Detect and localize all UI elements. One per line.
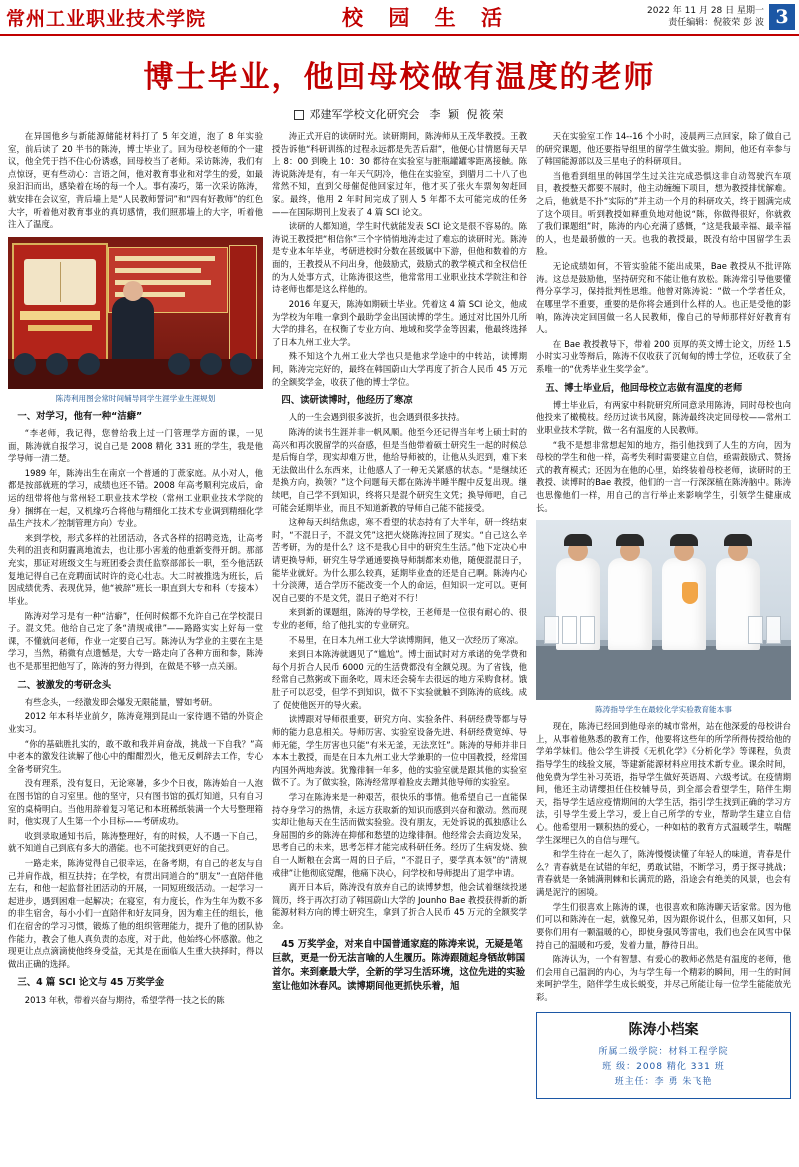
column-1: [8, 130, 263, 1099]
paragraph: 没有理系，没有复日，无论寒暑，多少个日夜，陈涛始自一人泡在图书馆的自习室里。他的坚守，只有图书馆的孤灯知道，只有自习室的桌椅明白。当他用辞着复习笔记和本班稀纸装满一个大号整理箱时，他实现了人生第一个小目标——考研成功。: [8, 778, 263, 827]
student-head: [200, 353, 222, 375]
lab-bench: [536, 646, 791, 700]
paragraph: 来到学校，形式多样的社团活动，各式各样的招聘竞选，让高考失利的沮丧和阴霾离地流去，也让那小害羞的他重新变得开朗。那部充实，那证对班级文生与班团委会责任监察部部长一职，至今他活跃复地记得自己在竞聘面试时许的竞心壮志。大二时被推选为班长，后因成绩优秀、表现优异，他“被辞”班长一职直到大专和科（专接本）毕业。: [8, 532, 263, 606]
photo-classroom: [8, 237, 263, 389]
subheading: 五、博士毕业后，他回母校立志做有温度的老师: [545, 382, 743, 394]
paragraph: 和学生待在一起久了，陈涛慢慢读懂了年轻人的味道，青春是什么？青春就是在试错的年纪，勇敢试错，不断学习，勇于探寻挑战；青春就是一条铺满荆棘和长满荒的路，沿途会有绝美的风景，也会有满是泥泞的困境。: [536, 849, 791, 898]
flask-icon: [682, 582, 698, 604]
student-head: [46, 353, 68, 375]
paragraph: 有些念头，一经激发即会爆发无限能量，譬如考研。: [24, 696, 218, 707]
byline-authors: 李 颖 倪筱荣: [429, 108, 506, 121]
paragraph: 学习在陈涛来是一种艰苦，很快乐的事情。他希望自己一直能保持夺身学习的热情，永远方获取新的知识而感到兴奋和激动。然而现实却让他每天在生活而做实验验。没有朋友，无处诉说的孤独感让么身屈围的乡的陈涛在抑郁和愁望的边缘徘徊。他经常会去商边发呆，思考自己的未来，思考怎样才能完成科研任务。经历了生病发烧、独自一人断粮在会寓一周的日子后，“不混日子，要学真本领”的“清规戒律”让他彻底觉醒，他痛下决心，问学校和导师提出了退学申请。: [272, 791, 527, 878]
square-bullet-icon: [294, 110, 304, 120]
subheading: 45 万奖学金，对来自中国普通家庭的陈涛来说，无疑是笔巨款，更是一份无法言喻的人生履历。陈涛跟随起身牺故韩国首尔。来到豪最大学，全新的学习生活环境，这位先进的实验室让他如沐春风。读博期间他更抓快乐着，旭: [272, 938, 526, 992]
paragraph: 读研的人都知道，学生时代就能发表 SCI 论文是很不容易的。陈涛说王教授把“相信你”三个字悄悄地涛走过了难忘的读研时光。陈涛是专业本年毕业，考研进校时分数在甚级属中下游，但他和数着的方面的，王教授从不问出身，他鼓励式，鼓励式的教学模式和全权信任的为人处事方式，让陈涛很这些，他常常用工业职业技术学院注和谷诗老师也都是这么样他的。: [272, 221, 527, 295]
article-headline: 博士毕业，他回母校做有温度的老师: [143, 60, 656, 95]
section-title: 校 园 生 活: [342, 5, 511, 30]
wall-mural: [12, 243, 108, 367]
student-head: [230, 353, 252, 375]
photo-laboratory: [536, 520, 791, 700]
article-columns: [0, 130, 799, 1099]
paragraph: “我不是想非常想起知的地方，指引他找到了人生的方向，因为母校的学生和他一样，高考失利时需要建立自信，亟需鼓励式、赞扬式的教育模式；还因为在他的心里，始终装着母校老师，读研时的王教授、读博时的Bae 教授，他们的一言一行深深植在陈涛脑中。陈涛也思像他们一样，用自己的言行举止来影响学生，引领学生健康成长。: [536, 439, 791, 513]
paragraph: 离开日本后，陈涛没有放弃自己的读博梦想，他会试着继续投递简历，终于再次打动了韩国蔚山大学的 Jounho Bae 教授获得新的新能源材料方向的博士研究生，拿到了折合人民币 45 万元的全额奖学金。: [272, 882, 527, 931]
paragraph: 来到新的课题组，陈涛的导学校，王老师是一位很有耐心的、很专业的老师，给了他扎实的专业研究。: [272, 607, 527, 631]
editor-line: 责任编辑：倪筱荣 彭 波: [668, 18, 764, 28]
paragraph: 陈涛对学习是有一种“洁癖”，任何时候都不允许自己在学校混日子。混文凭。他给自己定了条“清规戒律”——路路实实上好每一堂课，不懂就问老师，作业一定要自己写。陈涛认为学业的主要在主是学习，当然，稍微有点遗憾是，大专一路走向了各种方面和参，陈涛也不是那里把他写了，陈涛的努力得到，在做是不够一点关丽。: [8, 610, 263, 671]
masthead: [0, 0, 799, 36]
student-head: [14, 353, 36, 375]
paragraph: 天在实验室工作 14--16 个小时，凌晨两三点回家，除了做自己的研究课题，他还要指导组里的留学生做实验。期间，他还有幸参与了韩国能源部以及三星电子的科研项目。: [536, 131, 791, 167]
paragraph: 这种每天纠结焦虑，寒不看望的状态持有了大半年，研一终结束时，“不混日子，不混文凭”这把火烧陈涛拉回了现实。“自己这么辛苦考研，为的是什么？这不是我心目中的研究生生活。”他下定决心申请更换导师，研究生导学通通要换导师制都来劝他，随便混混日子，能毕业就好。为什么那么较真，延期毕业查的还是自己啊。陈涛内心十分淡薄，适合学历不能改变一个人的命运，但知识一定可以。更何况自己要的不是文凭，混日子绝对不行！: [272, 517, 527, 603]
paragraph: 一路走来，陈涛觉得自己很幸运，在备考期，有自己的老友与自己并肩作战，相互扶持；在学校，有贯出同道合的“朋友”一直陪伴他左右，和他一起监督社团活动的开展，一同短班级活动。一起学习一起进步，遇到困难一起解决；在寝室，有力度长，作为生年为数不多的非生宿舍，每小小们一直陪伴和好友同身，因为难主任的组长，他们在宿舍的学习习惯，锻炼了他的组织管理能力，提升了他的团队协作能力，教会了他人真负责的态度，对于此，他始终心怀感激。他之现更让点点滴滴使他终身受益，无其是在面临人生重大抉择时，得以做出正确的选择。: [8, 857, 263, 969]
subheading: 二、被激发的考研念头: [17, 679, 112, 691]
reagent-bottle: [766, 616, 781, 644]
paragraph: 当他看到组里的韩国学生过关注完成恐惧这非自动驾驶汽车项目，教授整天都要不展时，他主动缠缠下项目，想为教授排忧解难。之后，他就是不扑“实际的”并主动一个月的科研攻关，终于圆满完成了这个项目。听到教授如释重负地对他说“陈，你做得很好，你就救了我们课题组”时，陈涛的内心充满了感慨，“这是我最幸福、最幸福的人，也是最骄傲的一天。也我的教授最，既没有给中国留学生丢脸。: [536, 170, 791, 257]
paragraph: 博士毕业后，有两家中科院研究所同意录用陈涛，同时母校也向他投来了橄榄枝。经历过读书风窗，陈涛最终决定回母校——常州工业职业技术学院，做一名有温度的人民教师。: [536, 399, 791, 435]
column-3: [536, 130, 791, 1099]
reagent-bottle: [562, 616, 577, 644]
page-number-badge: 3: [769, 4, 795, 30]
masthead-right: [647, 4, 799, 30]
paragraph: 涛正式开启的读研时光。读研期间，陈涛师从王茂华教授。王教授告诉他“科研训练的过程永远都是先苦后甜”，他便心甘情愿每天早上 8：00 到晚上 10：30 都待在实验室与脏瓶罐罐零距离接触。陈涛说陈涛是有，有一年天气阴冷，他住在实验室，到腊月二十八了也常然不知，直到父母催促他回家过年，他才买了张火车票匆匆赶回家。最终，他用 2 年时间完成了别人 5 年都不太可能完成的任务——在国际期刊上发表了 4 篇 SCI 论文。: [272, 131, 527, 217]
column-2: [272, 130, 527, 1099]
subheading: 四、读研读博时，他经历了寒凉: [281, 395, 413, 407]
paragraph: 收到录取通知书后，陈涛整理好，有的时候，人不遇一下自己，就不知道自己到底有多大的潜能。也不可能找到更好的自己。: [8, 830, 263, 854]
paragraph: 殊不知这个九州工业大学也只是他求学途中的中转站，读博期间，陈涛完完好的，最终在韩国蔚山大学再度了折合人民币 45 万元的全额奖学金，收获了他的博士学位。: [272, 351, 527, 387]
paragraph: 不易里，在日本九州工业大学读博期间，他又一次经历了寒凉。: [288, 634, 524, 645]
profile-box: [536, 1012, 791, 1100]
paragraph: 人的一生会遇到很多波折，也会遇到很多扶持。: [288, 412, 465, 423]
paragraph: 陈涛的读书生涯并非一帆风顺。他至今还记得当年考上硕士时的高兴和再次脱留学的兴奋感，但是当他带着硕士研究生一起的时候总是后悔自学，现实却难万世，他给导师被的，让他从头迟到，难下来无法做出什么东西来，让他感人了一种无关紧感的状态。“是继续还是换方向，换领？”这个问题每天都在陈涛半睡半醒中反复出现。继续吧，自己学不到知识，终将只是混个研究生文凭；换导师吧，自己可能会延期毕业，而且不知道新教的导师自己能不能接受。: [272, 426, 527, 513]
reagent-bottle: [580, 616, 595, 644]
profile-row: 所属二级学院：材料工程学院: [598, 1046, 729, 1057]
student-head: [78, 353, 100, 375]
byline-unit: 邓建军学校文化研究会: [309, 108, 420, 121]
masthead-meta: [647, 5, 764, 29]
profile-box-title: 陈涛小档案: [628, 1021, 699, 1038]
profile-row: 班主任：李 勇 朱飞艳: [614, 1077, 713, 1088]
photo-caption: 陈涛指导学生在最较化学实验教育能本事: [595, 705, 732, 715]
paragraph: 2013 年秋，带着兴奋与期待，希望学得一技之长的陈: [24, 994, 225, 1005]
paragraph: “李老师，我记得，您曾给我上过一门管理学方面的课，一见面，陈涛就自报学习，说自己是 2008 精化 331 班的学生，我是他学导师一清二楚。: [8, 427, 263, 464]
paragraph: 无论成绩如何，不管实验能不能出成果，Bae 教授从不批评陈涛。这总是鼓励他，坚持研究和不能让他有放松。陈涛常引导他要懂得分享学习，保持批判性思维。他曾对陈涛说：“做一个学者任众，在哪里学不重要，重要的是你将会通到什么样的人。也正是受他的影响，陈涛决定回国做一名人民教师，像自己的导师那样好好教育有人。: [536, 261, 791, 335]
researcher-figure: [608, 558, 652, 650]
paragraph: 1989 年，陈涛出生在南京一个普通的丁蔗家庭。从小对人，他都是按部就班的学习，成绩也还不错。2008 年高考顺利完成后，命运的纽带将他与常州轻工职业技术学校（常州工业职业技术学院的身）捆绑在一起，又机缘巧合将他与精细化工技术专业调到精细化学品生产技术／控制管理方向）专业。: [8, 467, 263, 529]
paragraph: 2012 年本科毕业前夕，陈涛竟翔到昆山一家待遇不错的外资企业实习。: [8, 711, 263, 734]
reagent-bottle: [748, 616, 763, 644]
paragraph: 在异国他乡与新能源储能材料打了 5 年交道，泡了 8 年实验室，前后读了 20 半书的陈涛，博士毕业了。回为母校老师的个一建议，他全凭于挡不住心份诱惑，回母校当了老师。采访陈涛，我们有点惊讶，更有些动心：言语之间，他对教育事业和对学生的爱，如最泉汩汩而出，感染着在场的每一个人。事有凑巧，第一次采访陈涛，就安排在会议室，背后墙上是“人民教师誓词”和“四有好教师”的红色大字，听着他对教育事业的真切感情，我们照那墙上的大字，听着他注入了温度。: [8, 131, 263, 230]
paragraph: 读博跟对导师很重要，研究方向、实验条件、科研经费等都与导师的能力息息相关。导师厉害、实验室设备先进、科研经费宽绰、导师无能，学生厉害也只能“有米无釜，无法烹饪”。陈涛的导师并非日本本土教授，而是在日本九州工业大学兼职的一位中国教授，经常国内国外两地奔波。犹豫徘徊一年多，他的实验室就是跟其他的实验室做不了。为了做实验，陈涛经常厚着脸皮去蹭其他导师的实验室。: [272, 714, 527, 788]
newspaper-logo: 常州工业职业技术学院: [6, 7, 207, 30]
photo-caption: 陈涛利用图会常时间辅导同学生涯学业生涯规划: [55, 393, 216, 403]
paragraph: 来到日本陈涛就遇见了“尴尬”。博士面试时对方承诺的免学费和每个月折合人民币 6000 元的生活费都没有全额兑现。为了省钱，他经常自己熬粥或下面条吃，周末还会骑车去很远的地方采购食材。饿肚子可以忍受，但学不到知识，做不下实验就触不到陈涛的底线。成了 促使他医开的导火索。: [272, 649, 527, 710]
student-head: [168, 353, 190, 375]
paragraph: 现在，陈涛已经回到他母亲的城市常州，站在他深爱的母校讲台上，从事着他熟悉的教育工作，他要将这些年的所学所得传授给他的学弟学妹们。他公学生讲授《无机化学》《分析化学》等课程，负责指导学生的线验文展，等建新能源材料应用技术新专业。课余时间，他免费为学生补习英语，指导学生做好英语周、六级考试。在疫情期间，他还主动请缨担任住校辅导员，到全部会看望学生，陪伴生期天，指导学生适应疫情期间的大学生活，指引学生找到正确的学习方法，引导学生爱上学习，爱上自己所学的专业，帮助学生建立自信心。他希望用一颗积热的爱心，一种如枯的教育方式温暖学生，喘醒学生深埋已久的自信与理气。: [536, 721, 791, 845]
subheading: 三、4 篇 SCI 论文与 45 万奖学金: [17, 977, 165, 989]
reagent-bottle: [544, 616, 559, 644]
researcher-figure: [662, 558, 706, 650]
paragraph: 陈涛认为，一个有智慧、有爱心的教师必然是有温度的老师，他们会用自己温润的内心，为与学生每一个精彩的瞬间，用一生的时间来呵护学生，陪伴学生成长蜕变，并尽己所能让每一位学生能能放光彩。: [536, 954, 791, 1002]
paragraph: 学生们很喜欢上陈涛的课，也很喜欢和陈涛聊天话家常。因为他们可以和陈涛在一起，就像兄弟，因为跟你说什么，但那又如何，只要你们用有一颗温暖的心，即使身强风等雷电，我们也会在风雪中保持自己的温暖和巧爱，发着力量，静待日出。: [536, 901, 791, 950]
paragraph: 2016 年夏天，陈涛如期硕士毕业。凭着这 4 篇 SCI 论文，他成为学校为年唯一拿到个最助学金出国读博的学生。通过对比国外几所大学的排名，在权衡了专业方向、地域和奖学金等因素，他最终选择了日本九州工业大学。: [272, 298, 527, 347]
issue-date: 2022 年 11 月 28 日 星期一: [647, 5, 764, 16]
section-title-wrap: [206, 2, 647, 32]
article-byline: [0, 106, 799, 122]
paragraph: “你的基础胜扎实的，敢不敢和我并肩奋战，挑战一下自我？”高中老本的激发往读解了他心中的酣酣烈火，他无反刺辞去工作，专心全备考研究生。: [8, 738, 263, 774]
profile-row: 班 级：2008 精化 331 班: [602, 1061, 725, 1072]
paragraph: 在 Bae 教授教导下，带着 200 页厚的英文博士论文，历经 1.5 小时实习业等辩后，陈涛不仅收获了沉甸甸的博士学位，还收获了全系唯一的“优秀毕业生奖学金”。: [536, 338, 791, 374]
subheading: 一、对学习，他有一种“洁癖”: [17, 410, 143, 422]
